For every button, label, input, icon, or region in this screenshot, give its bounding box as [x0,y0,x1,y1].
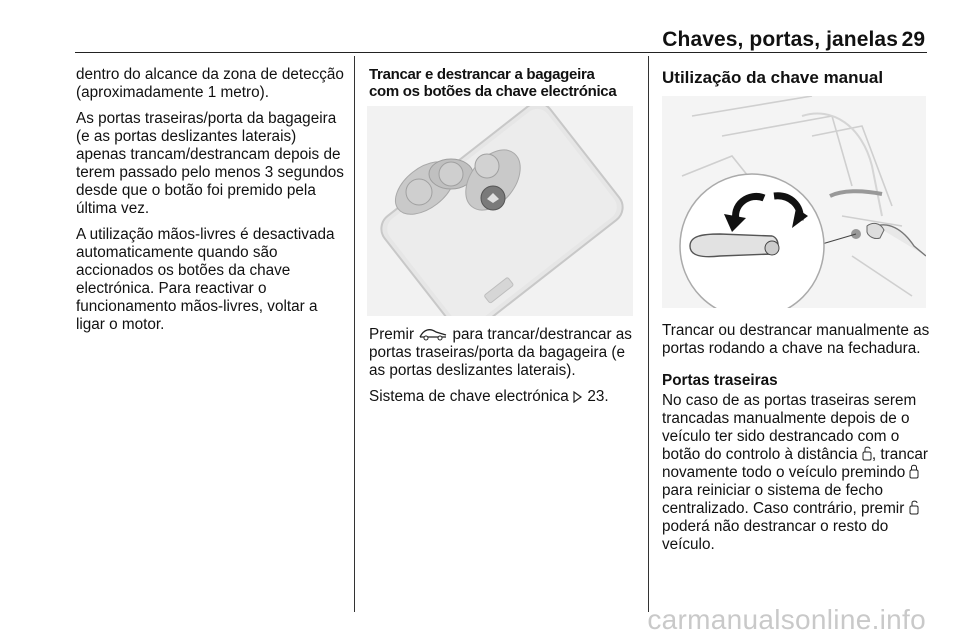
paragraph-electronic-key-ref: Sistema de chave electrónica 23. [369,388,609,405]
car-boot-icon [418,327,448,341]
column-2 [369,66,635,414]
page-number: 29 [901,28,925,51]
column-1 [76,66,344,342]
header-title: Chaves, portas, janelas [662,28,898,51]
heading-line-2: com os botões da chave electrónica [369,83,617,100]
section-heading-boot-lock [369,66,635,100]
paragraph-rear-doors: No caso de as portas traseiras serem trancadas manualmente depois de o veículo ter sido destrancado com o botão do controlo à distância , trancar novamente todo o veículo premindo para reiniciar o sistema de fecho centralizado. Caso contrário, premir poderá não destrancar o resto do veículo. [662,392,928,553]
page-reference-link[interactable]: 23. [587,388,609,405]
reference-arrow-icon [573,391,583,403]
unlock-icon [862,446,872,461]
heading-line-1: Trancar e destrancar a bagageira [369,66,595,83]
paragraph-detection-range: dentro do alcance da zona de detecção (aproximadamente 1 metro). [76,66,344,101]
lock-icon [909,464,919,479]
unlock-icon-2 [909,500,919,515]
column-divider-left [354,56,355,612]
paragraph-press-boot-button: Premir para trancar/destrancar as portas traseiras/porta da bagageira (e as portas deslizantes laterais). [369,326,632,379]
column-3 [662,66,930,562]
paragraph-rear-doors-delay: As portas traseiras/porta da bagageira (e as portas deslizantes laterais) apenas trancam/destrancam depois de terem passado pelo menos 3 segundos desde que o botão foi premido pela última vez. [76,110,344,217]
header-rule [75,52,927,53]
electronic-key-illustration [367,106,633,316]
column-divider-right [648,56,649,612]
subheading-rear-doors: Portas traseiras [662,372,778,389]
paragraph-manual-lock: Trancar ou destrancar manualmente as portas rodando a chave na fechadura. [662,322,930,357]
manual-key-illustration [662,96,926,308]
watermark: carmanualsonline.info [647,604,926,635]
section-heading-manual-key: Utilização da chave manual [662,68,884,87]
paragraph-handsfree-deactivation: A utilização mãos-livres é desactivada automaticamente quando são accionados os botões da chave electrónica. Para reactivar o funcionamento mãos-livres, voltar a ligar o motor. [76,226,335,333]
